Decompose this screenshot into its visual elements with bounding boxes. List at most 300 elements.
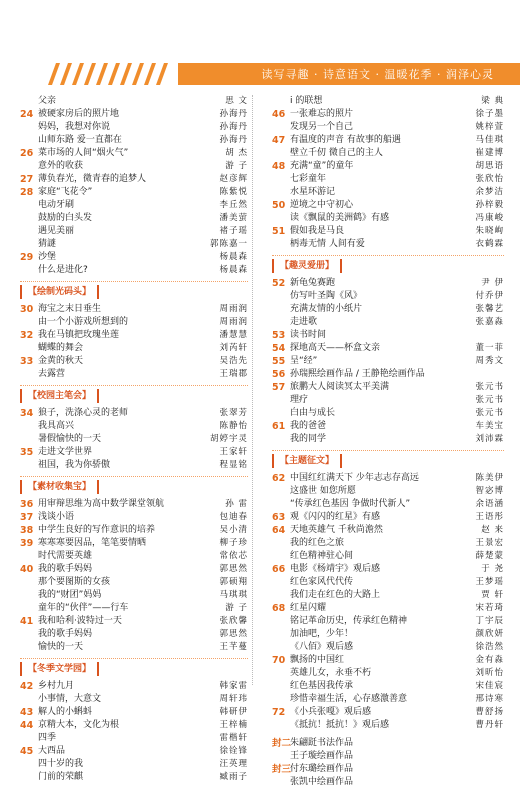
entry-title: 一张难忘的照片	[290, 109, 354, 119]
toc-entry[interactable]	[272, 511, 504, 524]
toc-entry[interactable]	[20, 407, 248, 420]
page-number	[20, 212, 38, 225]
entry-author: 程显铭	[219, 460, 248, 470]
page-number: 29	[20, 252, 34, 263]
toc-entry[interactable]	[272, 381, 504, 394]
toc-entry[interactable]	[20, 95, 248, 108]
toc-entry[interactable]	[272, 108, 504, 121]
entry-author: 薛楚蒙	[475, 551, 504, 561]
entry-title: 四十岁的我	[38, 759, 84, 769]
entry-title: 付东璐绘画作品	[290, 764, 354, 774]
toc-entry[interactable]	[272, 693, 504, 706]
entry-title: 那个要图斯的女孩	[38, 577, 111, 587]
entry-title: 张凯中绘画作品	[290, 777, 354, 787]
page-number: 37	[20, 512, 34, 523]
toc-entry[interactable]	[20, 316, 248, 329]
entry-title: “传承红色基因 争做时代新人”	[290, 499, 411, 509]
page-number: 51	[272, 226, 286, 237]
entry-author: 衣鹤霖	[475, 239, 504, 249]
toc-entry[interactable]	[20, 420, 248, 433]
page-number	[20, 225, 38, 238]
page-number	[272, 750, 290, 763]
entry-author: 周雨润	[219, 317, 248, 327]
entry-title: 我的爸爸	[290, 421, 327, 431]
entry-title: 我的同学	[290, 434, 327, 444]
entry-title: 祖国，我为你骄傲	[38, 460, 111, 470]
toc-entry[interactable]	[20, 264, 248, 277]
page-number: 封三	[272, 764, 292, 775]
page-number	[272, 433, 290, 446]
entry-title: 遇见美丽	[38, 226, 75, 236]
toc-right-column	[272, 95, 504, 789]
section-label: 【趣灵爱册】	[272, 259, 342, 273]
toc-entry[interactable]	[272, 472, 504, 485]
toc-entry[interactable]	[20, 576, 248, 589]
entry-author: 郭思然	[219, 629, 248, 639]
page-number: 72	[272, 707, 286, 718]
toc-entry[interactable]	[20, 745, 248, 758]
toc-entry[interactable]	[272, 641, 504, 654]
page-number: 47	[272, 135, 286, 146]
page-number	[272, 615, 290, 628]
entry-author: 孙海丹	[219, 109, 248, 119]
toc-entry[interactable]	[272, 147, 504, 160]
entry-title: 仿写叶圣陶《风》	[290, 291, 363, 301]
page-number	[20, 316, 38, 329]
entry-author: 智宓博	[475, 486, 504, 496]
toc-entry[interactable]	[272, 186, 504, 199]
entry-author: 陈美伊	[475, 473, 504, 483]
entry-author: 孙梓毅	[475, 200, 504, 210]
entry-title: 我具高兴	[38, 421, 75, 431]
section-label: 【冬季文学园】	[20, 662, 99, 676]
page-number	[20, 550, 38, 563]
entry-author: 姚梓萱	[475, 122, 504, 132]
toc-entry[interactable]	[20, 251, 248, 264]
page-number: 64	[272, 525, 286, 536]
entry-title: 家庭“飞花令”	[38, 187, 93, 197]
entry-author: 汪英理	[219, 759, 248, 769]
entry-title: 菜市场的人间“烟火气”	[38, 148, 129, 158]
page-number	[272, 537, 290, 550]
entry-author: 张嘉淼	[475, 317, 504, 327]
entry-title: 红色精神驻心间	[290, 551, 354, 561]
entry-title: 假如我是马良	[290, 226, 345, 236]
toc-entry[interactable]	[272, 589, 504, 602]
header-banner	[178, 63, 520, 85]
toc-entry[interactable]	[20, 589, 248, 602]
toc-entry[interactable]	[272, 576, 504, 589]
toc-entry[interactable]	[20, 758, 248, 771]
toc-entry[interactable]	[272, 368, 504, 381]
entry-title: 浅谈小语	[38, 512, 75, 522]
entry-author: 杨晨森	[219, 252, 248, 262]
toc-entry[interactable]	[20, 550, 248, 563]
toc-entry[interactable]	[20, 693, 248, 706]
entry-title: 我的歌手妈妈	[38, 564, 93, 574]
entry-title: 读《飘鼠的美洲鹤》有感	[290, 213, 390, 223]
entry-author: 潘美萤	[219, 213, 248, 223]
entry-title: 薄负春光，微青春的追梦人	[38, 174, 147, 184]
toc-entry[interactable]	[20, 706, 248, 719]
toc-entry[interactable]	[272, 550, 504, 563]
page-number: 42	[20, 681, 34, 692]
page-number	[272, 628, 290, 641]
entry-author: 王梓楠	[219, 720, 248, 730]
entry-title: 铭记革命历史，传承红色精神	[290, 616, 408, 626]
entry-author: 郭硕翔	[219, 577, 248, 587]
toc-entry[interactable]	[20, 238, 248, 251]
toc-entry[interactable]	[272, 225, 504, 238]
entry-title: 愉快的一天	[38, 642, 84, 652]
entry-title: 电影《杨靖宇》观后感	[290, 564, 381, 574]
entry-author: 孙海丹	[219, 122, 248, 132]
entry-title: 山师东路 爱一直都在	[38, 135, 122, 145]
section-rule	[20, 476, 248, 477]
toc-entry[interactable]	[20, 147, 248, 160]
page-number: 27	[20, 174, 34, 185]
toc-entry[interactable]	[20, 433, 248, 446]
toc-entry[interactable]	[20, 342, 248, 355]
toc-entry[interactable]	[272, 407, 504, 420]
entry-title: 被硬家房后的照片地	[38, 109, 120, 119]
entry-author: 金有淼	[475, 655, 504, 665]
page-number: 52	[272, 278, 286, 289]
toc-entry[interactable]	[20, 628, 248, 641]
toc-entry[interactable]	[272, 667, 504, 680]
entry-title: 由一个小游戏所想到的	[38, 317, 129, 327]
page-number	[20, 160, 38, 173]
entry-author: 褚子瑶	[219, 226, 248, 236]
column-divider	[252, 95, 253, 685]
toc-entry[interactable]	[20, 563, 248, 576]
entry-author: 余语涵	[475, 499, 504, 509]
entry-title: 红色基因我传承	[290, 681, 354, 691]
entry-author: 陈紫悦	[219, 187, 248, 197]
toc-entry[interactable]	[20, 134, 248, 147]
entry-author: 余梦洁	[475, 187, 504, 197]
entry-author: 孙海丹	[219, 135, 248, 145]
section-heading	[20, 472, 248, 498]
toc-entry[interactable]	[20, 446, 248, 459]
toc-entry[interactable]	[20, 368, 248, 381]
page-number	[272, 186, 290, 199]
page-number: 33	[20, 356, 34, 367]
page-number: 30	[20, 304, 34, 315]
entry-author: 吴小清	[219, 525, 248, 535]
toc-entry[interactable]	[272, 485, 504, 498]
toc-entry[interactable]	[272, 628, 504, 641]
entry-author: 丁宇辰	[475, 616, 504, 626]
toc-entry[interactable]	[272, 706, 504, 719]
toc-entry[interactable]	[20, 641, 248, 654]
entry-title: 蝴蝶的舞会	[38, 343, 84, 353]
entry-title: 海宝之末日垂生	[38, 304, 102, 314]
entry-title: 逆境之中守初心	[290, 200, 354, 210]
page-number: 41	[20, 616, 34, 627]
entry-title: 小事情，大意文	[38, 694, 102, 704]
entry-title: 水星环游记	[290, 187, 336, 197]
toc-entry[interactable]	[20, 771, 248, 784]
toc-entry[interactable]	[272, 199, 504, 212]
toc-entry[interactable]	[272, 433, 504, 446]
page-number	[20, 121, 38, 134]
entry-author: 包迪春	[219, 512, 248, 522]
toc-entry[interactable]	[20, 355, 248, 368]
toc-entry[interactable]	[272, 776, 504, 789]
section-label: 【素材收集宝】	[20, 480, 99, 494]
page-number	[20, 628, 38, 641]
toc-entry[interactable]	[272, 750, 504, 763]
entry-title: 发现另一个自己	[290, 122, 354, 132]
section-heading	[20, 654, 248, 680]
entry-author: 赵彦辉	[219, 174, 248, 184]
entry-author: 张元书	[475, 395, 504, 405]
toc-entry[interactable]	[272, 121, 504, 134]
header-bar	[0, 63, 520, 85]
entry-title: 走进歌	[290, 317, 318, 327]
page-number	[20, 771, 38, 784]
page-number	[272, 238, 290, 251]
entry-author: 曹舒扬	[475, 707, 504, 717]
entry-title: 中学生良好的写作意识的培养	[38, 525, 156, 535]
entry-title: 孙瑞熙绘画作品 / 王静艳绘画作品	[290, 369, 425, 379]
page-number	[272, 290, 290, 303]
entry-title: 红星闪耀	[290, 603, 327, 613]
toc-entry[interactable]	[20, 498, 248, 511]
page-number	[272, 776, 290, 789]
entry-author: 吴浩先	[219, 356, 248, 366]
entry-title: 电动牙刷	[38, 200, 75, 210]
entry-title: 我在马镇把玫瑰坐莲	[38, 330, 120, 340]
entry-author: 王芊蔓	[219, 642, 248, 652]
section-rule	[20, 281, 248, 282]
page-number: 40	[20, 564, 34, 575]
page-number	[272, 667, 290, 680]
page-number	[272, 212, 290, 225]
entry-title: 旅鹏大人阅读冥太平美满	[290, 382, 390, 392]
toc-entry[interactable]	[272, 537, 504, 550]
entry-title: 加油吧，少年！	[290, 629, 354, 639]
page-number	[20, 342, 38, 355]
toc-entry[interactable]	[272, 420, 504, 433]
page-number: 62	[272, 473, 286, 484]
entry-author: 胡思语	[475, 161, 504, 171]
toc-entry[interactable]	[20, 199, 248, 212]
page-number	[272, 121, 290, 134]
toc-entry[interactable]	[20, 108, 248, 121]
toc-entry[interactable]	[272, 238, 504, 251]
entry-title: 金黄的秋天	[38, 356, 84, 366]
toc-entry[interactable]	[272, 303, 504, 316]
entry-title: 什么是进化?	[38, 265, 88, 275]
page-number	[272, 641, 290, 654]
page-number	[20, 264, 38, 277]
toc-entry[interactable]	[272, 290, 504, 303]
page-number	[20, 459, 38, 472]
entry-title: 四季	[38, 733, 57, 743]
toc-entry[interactable]	[272, 654, 504, 667]
page-number	[20, 693, 38, 706]
toc-entry[interactable]	[272, 95, 504, 108]
toc-entry[interactable]	[20, 524, 248, 537]
toc-entry[interactable]	[20, 303, 248, 316]
toc-entry[interactable]	[272, 342, 504, 355]
entry-title: 新龟兔赛跑	[290, 278, 336, 288]
page-number	[272, 719, 290, 732]
toc-entry[interactable]	[20, 615, 248, 628]
entry-author: 张元书	[475, 408, 504, 418]
section-label: 【校园主笔会】	[20, 389, 99, 403]
page-number: 39	[20, 538, 34, 549]
page-number	[272, 147, 290, 160]
toc-entry[interactable]	[272, 498, 504, 511]
entry-title: 英雄儿女，永垂不朽	[290, 668, 372, 678]
toc-entry[interactable]	[272, 134, 504, 147]
entry-title: 中国红红满天下 少年志志存高远	[290, 473, 419, 483]
entry-author: 车美宝	[475, 421, 504, 431]
page-number: 24	[20, 109, 34, 120]
page-number: 36	[20, 499, 34, 510]
page-number: 53	[272, 330, 286, 341]
entry-author: 刘沛霖	[475, 434, 504, 444]
toc-entry[interactable]	[20, 537, 248, 550]
page-number	[20, 732, 38, 745]
entry-author: 马佳琪	[475, 135, 504, 145]
toc-entry[interactable]	[20, 680, 248, 693]
toc-entry[interactable]	[20, 160, 248, 173]
section-heading	[20, 277, 248, 303]
section-rule	[20, 658, 248, 659]
entry-author: 王景宏	[475, 538, 504, 548]
entry-title: 柄毒无情 人间有爱	[290, 239, 365, 249]
entry-title: 意外的收获	[38, 161, 84, 171]
toc-entry[interactable]	[272, 763, 504, 776]
page-number	[20, 420, 38, 433]
toc-entry[interactable]	[272, 615, 504, 628]
toc-entry[interactable]	[272, 563, 504, 576]
page-number	[20, 433, 38, 446]
entry-title: 乡村九月	[38, 681, 75, 691]
entry-author: 张欣馨	[219, 616, 248, 626]
entry-title: 解人的小蝌蚪	[38, 707, 93, 717]
entry-author: 朱晓峋	[475, 226, 504, 236]
toc-entry[interactable]	[20, 459, 248, 472]
entry-author: 冯康峻	[475, 213, 504, 223]
entry-author: 雷楷轩	[219, 733, 248, 743]
entry-author: 张翠芳	[219, 408, 248, 418]
entry-author: 韩研伊	[219, 707, 248, 717]
entry-title: 天地英雄气 千秋尚澹然	[290, 525, 383, 535]
entry-title: 用审辩思维为高中数学课堂领航	[38, 499, 165, 509]
toc-entry[interactable]	[20, 212, 248, 225]
toc-entry[interactable]	[272, 719, 504, 732]
entry-author: 颜欣妍	[475, 629, 504, 639]
entry-author: 孙 雷	[225, 499, 248, 509]
entry-title: 读书时间	[290, 330, 327, 340]
toc-entry[interactable]	[272, 737, 504, 750]
entry-author: 于 尧	[481, 564, 504, 574]
entry-title: 《抵抗！抵抗！》观后感	[290, 720, 390, 730]
entry-author: 刘昕怡	[475, 668, 504, 678]
entry-author: 王梦瑶	[475, 577, 504, 587]
entry-author: 崔建博	[475, 148, 504, 158]
entry-author: 杨晨森	[219, 265, 248, 275]
toc-entry[interactable]	[272, 173, 504, 186]
entry-author: 陈静怡	[219, 421, 248, 431]
toc-entry[interactable]	[20, 173, 248, 186]
toc-entry[interactable]	[20, 121, 248, 134]
entry-author: 柳子珍	[219, 538, 248, 548]
page-number	[272, 303, 290, 316]
page-number	[272, 394, 290, 407]
entry-title: 朱翩跹书法作品	[290, 738, 354, 748]
toc-entry[interactable]	[272, 394, 504, 407]
section-rule	[20, 385, 248, 386]
toc-entry[interactable]	[272, 160, 504, 173]
entry-author: 王语彤	[475, 512, 504, 522]
page-number: 50	[272, 200, 286, 211]
entry-title: 观《闪闪的红星》有感	[290, 512, 381, 522]
entry-author: 徐浩然	[475, 642, 504, 652]
entry-author: 李丘然	[219, 200, 248, 210]
entry-title: 大西品	[38, 746, 66, 756]
section-heading	[20, 381, 248, 407]
page-number	[272, 550, 290, 563]
entry-title: 有温度的声音 有故事的船遇	[290, 135, 401, 145]
entry-author: 郭思然	[219, 564, 248, 574]
entry-title: i 的联想	[290, 96, 323, 106]
toc-entry[interactable]	[272, 277, 504, 290]
entry-title: 鼓励的白头发	[38, 213, 93, 223]
entry-author: 常依芯	[219, 551, 248, 561]
page-number	[20, 641, 38, 654]
toc-entry[interactable]	[272, 355, 504, 368]
entry-title: 狼子，洗涤心灵的老师	[38, 408, 129, 418]
page-number: 68	[272, 603, 286, 614]
entry-title: 走进文学世界	[38, 447, 93, 457]
section-rule	[272, 450, 504, 451]
entry-author: 潘慧慧	[219, 330, 248, 340]
toc-entry[interactable]	[20, 602, 248, 615]
toc-entry[interactable]	[20, 732, 248, 745]
toc-entry[interactable]	[20, 186, 248, 199]
entry-title: 这盛世 如您所愿	[290, 486, 356, 496]
toc-entry[interactable]	[20, 225, 248, 238]
toc-entry[interactable]	[272, 602, 504, 615]
entry-author: 思 文	[225, 96, 248, 106]
toc-entry[interactable]	[20, 511, 248, 524]
section-label: 【绘制光码头】	[20, 285, 99, 299]
toc-entry[interactable]	[272, 329, 504, 342]
entry-title: 理疗	[290, 395, 309, 405]
page-number: 66	[272, 564, 286, 575]
entry-title: 七彩童年	[290, 174, 327, 184]
entry-title: 妈妈，我想对你说	[38, 122, 111, 132]
toc-entry[interactable]	[272, 212, 504, 225]
toc-entry[interactable]	[272, 316, 504, 329]
section-rule	[272, 255, 504, 256]
toc-entry[interactable]	[272, 524, 504, 537]
section-heading	[272, 446, 504, 472]
page-number: 43	[20, 707, 34, 718]
toc-entry[interactable]	[20, 329, 248, 342]
entry-title: 我和哈利·波特过一天	[38, 616, 122, 626]
toc-entry[interactable]	[272, 680, 504, 693]
page-number	[20, 758, 38, 771]
toc-entry[interactable]	[20, 719, 248, 732]
entry-title: 王子璇绘画作品	[290, 751, 354, 761]
